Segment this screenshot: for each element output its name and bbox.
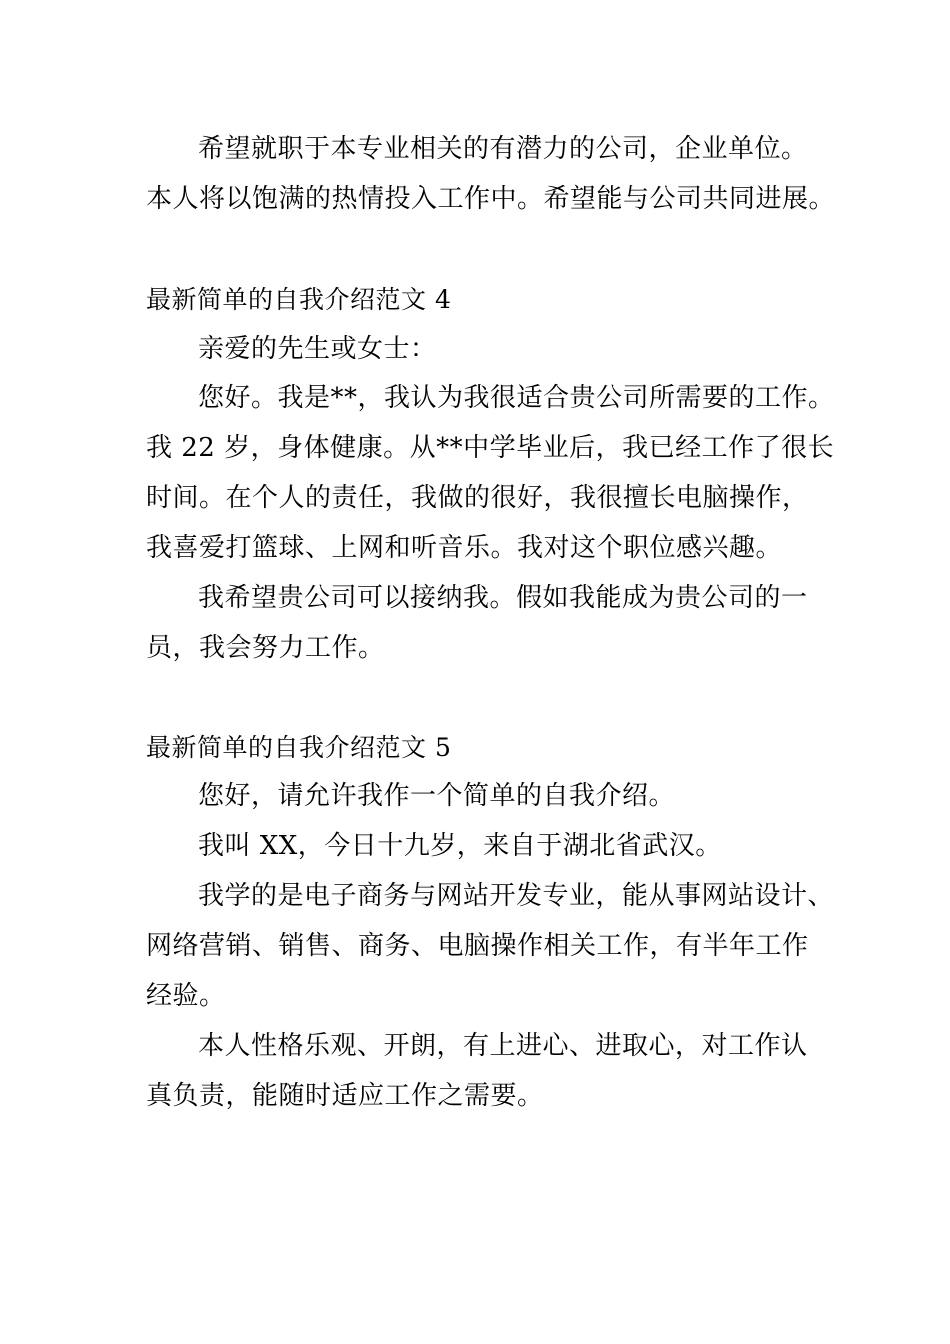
salutation: 亲爱的先生或女士： <box>198 334 437 364</box>
section-heading-4: 最新简单的自我介绍范文 4 <box>146 285 452 314</box>
paragraph-line: 时间。在个人的责任，我做的很好，我很擅长电脑操作， <box>146 483 809 513</box>
paragraph-line: 员，我会努力工作。 <box>146 633 385 663</box>
paragraph-line: 您好。我是**，我认为我很适合贵公司所需要的工作。 <box>198 383 835 413</box>
paragraph-line: 真负责，能随时适应工作之需要。 <box>146 1081 544 1111</box>
paragraph-line: 本人性格乐观、开朗，有上进心、进取心，对工作认 <box>198 1031 808 1061</box>
paragraph-line: 我 22 岁，身体健康。从**中学毕业后，我已经工作了很长 <box>146 433 835 463</box>
paragraph-line: 我喜爱打篮球、上网和听音乐。我对这个职位感兴趣。 <box>146 533 783 563</box>
paragraph-line: 我希望贵公司可以接纳我。假如我能成为贵公司的一 <box>198 583 808 613</box>
section-heading-5: 最新简单的自我介绍范文 5 <box>146 733 452 762</box>
paragraph-line: 希望就职于本专业相关的有潜力的公司，企业单位。 <box>198 134 808 164</box>
paragraph-line: 经验。 <box>146 981 226 1011</box>
paragraph-line: 您好，请允许我作一个简单的自我介绍。 <box>198 781 676 811</box>
paragraph-line: 网络营销、销售、商务、电脑操作相关工作，有半年工作 <box>146 931 809 961</box>
paragraph-line: 本人将以饱满的热情投入工作中。希望能与公司共同进展。 <box>146 184 836 214</box>
paragraph-line: 我叫 XX，今日十九岁，来自于湖北省武汉。 <box>198 831 722 861</box>
paragraph-line: 我学的是电子商务与网站开发专业，能从事网站设计、 <box>198 881 835 911</box>
